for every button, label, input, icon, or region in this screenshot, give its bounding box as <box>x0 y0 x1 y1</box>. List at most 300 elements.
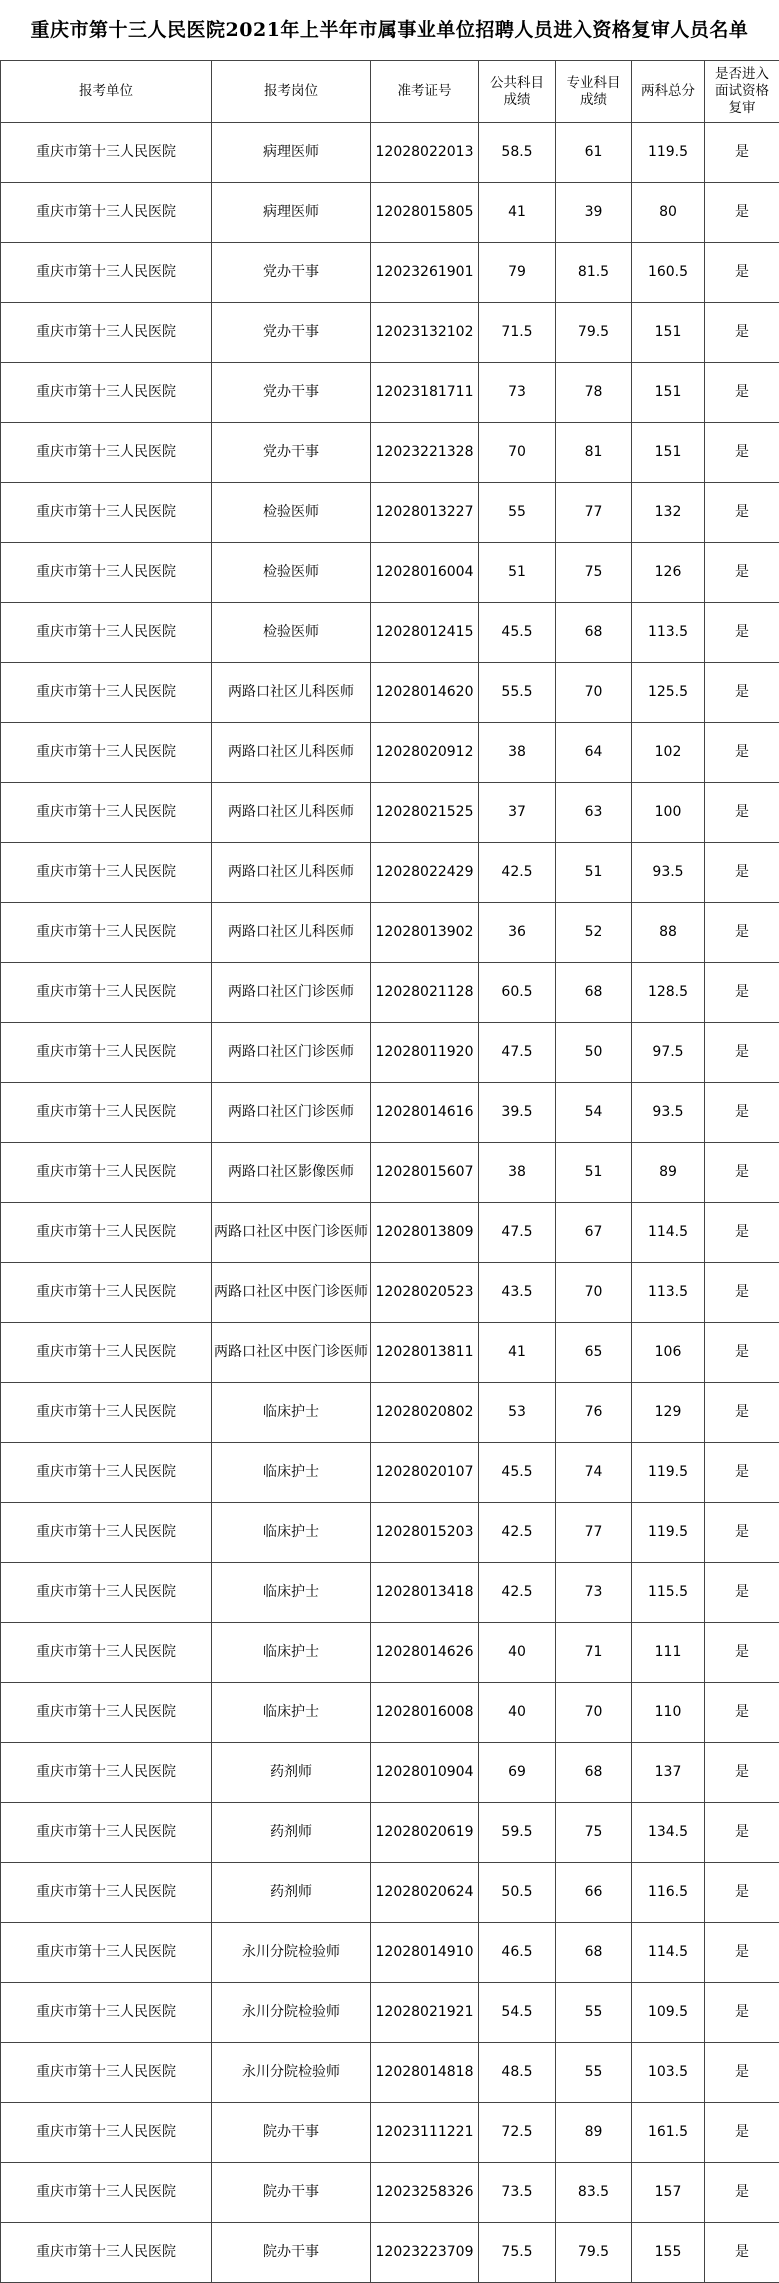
cell-unit: 重庆市第十三人民医院 <box>1 1923 212 1983</box>
cell-exam-id: 12028010904 <box>371 1743 479 1803</box>
cell-position: 党办干事 <box>212 363 371 423</box>
cell-exam-id: 12023258326 <box>371 2163 479 2223</box>
table-row <box>1 1983 779 2043</box>
cell-exam-id: 12028020802 <box>371 1383 479 1443</box>
cell-unit: 重庆市第十三人民医院 <box>1 963 212 1023</box>
cell-enter-review: 是 <box>705 303 779 363</box>
cell-unit: 重庆市第十三人民医院 <box>1 1743 212 1803</box>
cell-public-score: 75.5 <box>479 2223 556 2283</box>
cell-unit: 重庆市第十三人民医院 <box>1 723 212 783</box>
cell-position: 临床护士 <box>212 1383 371 1443</box>
cell-exam-id: 12028020624 <box>371 1863 479 1923</box>
table-row <box>1 603 779 663</box>
cell-position: 临床护士 <box>212 1563 371 1623</box>
cell-enter-review: 是 <box>705 1863 779 1923</box>
cell-public-score: 71.5 <box>479 303 556 363</box>
cell-total: 129 <box>632 1383 705 1443</box>
table-row <box>1 843 779 903</box>
cell-total: 114.5 <box>632 1923 705 1983</box>
cell-position: 两路口社区影像医师 <box>212 1143 371 1203</box>
cell-enter-review: 是 <box>705 663 779 723</box>
cell-enter-review: 是 <box>705 363 779 423</box>
table-header-row <box>1 61 779 123</box>
table-row <box>1 2103 779 2163</box>
cell-total: 113.5 <box>632 603 705 663</box>
cell-major-score: 65 <box>556 1323 632 1383</box>
cell-public-score: 42.5 <box>479 1563 556 1623</box>
cell-unit: 重庆市第十三人民医院 <box>1 1323 212 1383</box>
cell-public-score: 45.5 <box>479 1443 556 1503</box>
header-unit: 报考单位 <box>1 61 212 123</box>
table-row <box>1 1803 779 1863</box>
cell-major-score: 39 <box>556 183 632 243</box>
table-row <box>1 2163 779 2223</box>
cell-position: 党办干事 <box>212 423 371 483</box>
cell-unit: 重庆市第十三人民医院 <box>1 1803 212 1863</box>
cell-total: 103.5 <box>632 2043 705 2103</box>
cell-unit: 重庆市第十三人民医院 <box>1 123 212 183</box>
cell-public-score: 38 <box>479 1143 556 1203</box>
cell-unit: 重庆市第十三人民医院 <box>1 1563 212 1623</box>
cell-major-score: 79.5 <box>556 2223 632 2283</box>
cell-major-score: 68 <box>556 1743 632 1803</box>
cell-total: 113.5 <box>632 1263 705 1323</box>
cell-unit: 重庆市第十三人民医院 <box>1 1083 212 1143</box>
cell-unit: 重庆市第十三人民医院 <box>1 543 212 603</box>
cell-unit: 重庆市第十三人民医院 <box>1 843 212 903</box>
cell-major-score: 50 <box>556 1023 632 1083</box>
results-table <box>0 60 779 2283</box>
cell-major-score: 52 <box>556 903 632 963</box>
cell-enter-review: 是 <box>705 1323 779 1383</box>
cell-position: 两路口社区门诊医师 <box>212 1023 371 1083</box>
cell-public-score: 79 <box>479 243 556 303</box>
cell-exam-id: 12028021525 <box>371 783 479 843</box>
cell-enter-review: 是 <box>705 2223 779 2283</box>
header-major-score-line: 专业科目 <box>558 75 629 92</box>
cell-total: 114.5 <box>632 1203 705 1263</box>
table-row <box>1 1203 779 1263</box>
cell-enter-review: 是 <box>705 543 779 603</box>
cell-exam-id: 12028011920 <box>371 1023 479 1083</box>
cell-enter-review: 是 <box>705 123 779 183</box>
table-row <box>1 1503 779 1563</box>
cell-unit: 重庆市第十三人民医院 <box>1 903 212 963</box>
cell-exam-id: 12028013418 <box>371 1563 479 1623</box>
table-row <box>1 123 779 183</box>
cell-exam-id: 12028013811 <box>371 1323 479 1383</box>
cell-total: 119.5 <box>632 1503 705 1563</box>
cell-major-score: 89 <box>556 2103 632 2163</box>
cell-unit: 重庆市第十三人民医院 <box>1 663 212 723</box>
cell-unit: 重庆市第十三人民医院 <box>1 2043 212 2103</box>
table-row <box>1 543 779 603</box>
table-row <box>1 1323 779 1383</box>
cell-total: 160.5 <box>632 243 705 303</box>
cell-unit: 重庆市第十三人民医院 <box>1 1143 212 1203</box>
cell-total: 109.5 <box>632 1983 705 2043</box>
cell-position: 党办干事 <box>212 303 371 363</box>
cell-public-score: 73.5 <box>479 2163 556 2223</box>
cell-major-score: 64 <box>556 723 632 783</box>
cell-unit: 重庆市第十三人民医院 <box>1 1263 212 1323</box>
table-row <box>1 303 779 363</box>
cell-public-score: 38 <box>479 723 556 783</box>
cell-total: 102 <box>632 723 705 783</box>
table-row <box>1 723 779 783</box>
cell-position: 两路口社区儿科医师 <box>212 663 371 723</box>
cell-exam-id: 12028016008 <box>371 1683 479 1743</box>
cell-unit: 重庆市第十三人民医院 <box>1 2103 212 2163</box>
cell-exam-id: 12028021128 <box>371 963 479 1023</box>
cell-major-score: 51 <box>556 1143 632 1203</box>
cell-total: 126 <box>632 543 705 603</box>
cell-public-score: 41 <box>479 1323 556 1383</box>
cell-total: 119.5 <box>632 123 705 183</box>
cell-public-score: 46.5 <box>479 1923 556 1983</box>
cell-public-score: 55.5 <box>479 663 556 723</box>
cell-unit: 重庆市第十三人民医院 <box>1 1383 212 1443</box>
table-row <box>1 423 779 483</box>
cell-total: 106 <box>632 1323 705 1383</box>
cell-major-score: 68 <box>556 1923 632 1983</box>
table-row <box>1 1923 779 1983</box>
cell-position: 两路口社区儿科医师 <box>212 903 371 963</box>
cell-major-score: 68 <box>556 603 632 663</box>
cell-enter-review: 是 <box>705 1683 779 1743</box>
cell-public-score: 39.5 <box>479 1083 556 1143</box>
cell-enter-review: 是 <box>705 1563 779 1623</box>
cell-position: 两路口社区儿科医师 <box>212 783 371 843</box>
cell-exam-id: 12028015805 <box>371 183 479 243</box>
cell-exam-id: 12028016004 <box>371 543 479 603</box>
cell-public-score: 40 <box>479 1683 556 1743</box>
cell-enter-review: 是 <box>705 1023 779 1083</box>
cell-exam-id: 12028020523 <box>371 1263 479 1323</box>
cell-total: 157 <box>632 2163 705 2223</box>
header-public-score-line: 公共科目 <box>481 75 553 92</box>
cell-total: 151 <box>632 423 705 483</box>
table-row <box>1 1683 779 1743</box>
cell-unit: 重庆市第十三人民医院 <box>1 1203 212 1263</box>
cell-unit: 重庆市第十三人民医院 <box>1 303 212 363</box>
cell-position: 两路口社区儿科医师 <box>212 843 371 903</box>
table-row <box>1 903 779 963</box>
cell-total: 128.5 <box>632 963 705 1023</box>
table-row <box>1 183 779 243</box>
cell-major-score: 55 <box>556 1983 632 2043</box>
cell-enter-review: 是 <box>705 243 779 303</box>
cell-public-score: 45.5 <box>479 603 556 663</box>
cell-exam-id: 12028014910 <box>371 1923 479 1983</box>
cell-position: 病理医师 <box>212 123 371 183</box>
cell-public-score: 55 <box>479 483 556 543</box>
table-row <box>1 1563 779 1623</box>
cell-public-score: 51 <box>479 543 556 603</box>
cell-major-score: 67 <box>556 1203 632 1263</box>
cell-enter-review: 是 <box>705 1263 779 1323</box>
cell-major-score: 75 <box>556 1803 632 1863</box>
cell-exam-id: 12023132102 <box>371 303 479 363</box>
header-enter-review-line: 是否进入 <box>707 66 777 83</box>
cell-public-score: 48.5 <box>479 2043 556 2103</box>
cell-major-score: 73 <box>556 1563 632 1623</box>
cell-major-score: 51 <box>556 843 632 903</box>
table-row <box>1 1263 779 1323</box>
cell-public-score: 42.5 <box>479 843 556 903</box>
cell-enter-review: 是 <box>705 1443 779 1503</box>
cell-public-score: 50.5 <box>479 1863 556 1923</box>
cell-unit: 重庆市第十三人民医院 <box>1 1023 212 1083</box>
cell-position: 检验医师 <box>212 483 371 543</box>
cell-major-score: 83.5 <box>556 2163 632 2223</box>
cell-unit: 重庆市第十三人民医院 <box>1 603 212 663</box>
cell-total: 89 <box>632 1143 705 1203</box>
cell-enter-review: 是 <box>705 1203 779 1263</box>
cell-position: 院办干事 <box>212 2223 371 2283</box>
cell-unit: 重庆市第十三人民医院 <box>1 243 212 303</box>
cell-total: 110 <box>632 1683 705 1743</box>
cell-unit: 重庆市第十三人民医院 <box>1 183 212 243</box>
table-row <box>1 1023 779 1083</box>
cell-enter-review: 是 <box>705 903 779 963</box>
cell-exam-id: 12028013227 <box>371 483 479 543</box>
cell-unit: 重庆市第十三人民医院 <box>1 2223 212 2283</box>
cell-total: 161.5 <box>632 2103 705 2163</box>
cell-major-score: 76 <box>556 1383 632 1443</box>
cell-exam-id: 12028020912 <box>371 723 479 783</box>
cell-enter-review: 是 <box>705 483 779 543</box>
table-row <box>1 1863 779 1923</box>
cell-enter-review: 是 <box>705 1803 779 1863</box>
cell-major-score: 54 <box>556 1083 632 1143</box>
cell-position: 药剂师 <box>212 1803 371 1863</box>
cell-public-score: 54.5 <box>479 1983 556 2043</box>
cell-public-score: 59.5 <box>479 1803 556 1863</box>
header-total: 两科总分 <box>632 61 705 123</box>
table-row <box>1 363 779 423</box>
cell-exam-id: 12023223709 <box>371 2223 479 2283</box>
cell-exam-id: 12023261901 <box>371 243 479 303</box>
cell-major-score: 75 <box>556 543 632 603</box>
cell-major-score: 77 <box>556 483 632 543</box>
cell-major-score: 70 <box>556 663 632 723</box>
cell-enter-review: 是 <box>705 783 779 843</box>
cell-major-score: 77 <box>556 1503 632 1563</box>
table-row <box>1 663 779 723</box>
cell-enter-review: 是 <box>705 2163 779 2223</box>
cell-total: 137 <box>632 1743 705 1803</box>
cell-position: 永川分院检验师 <box>212 1923 371 1983</box>
cell-total: 132 <box>632 483 705 543</box>
cell-total: 88 <box>632 903 705 963</box>
cell-position: 两路口社区儿科医师 <box>212 723 371 783</box>
cell-public-score: 40 <box>479 1623 556 1683</box>
table-row <box>1 2223 779 2283</box>
cell-enter-review: 是 <box>705 1623 779 1683</box>
header-exam-id: 准考证号 <box>371 61 479 123</box>
cell-public-score: 41 <box>479 183 556 243</box>
cell-public-score: 53 <box>479 1383 556 1443</box>
table-row <box>1 483 779 543</box>
cell-exam-id: 12028020107 <box>371 1443 479 1503</box>
header-enter-review-line: 面试资格 <box>707 83 777 100</box>
cell-exam-id: 12028014620 <box>371 663 479 723</box>
cell-total: 119.5 <box>632 1443 705 1503</box>
table-row <box>1 243 779 303</box>
cell-exam-id: 12028012415 <box>371 603 479 663</box>
cell-exam-id: 12028014818 <box>371 2043 479 2103</box>
cell-position: 两路口社区门诊医师 <box>212 963 371 1023</box>
cell-enter-review: 是 <box>705 1383 779 1443</box>
cell-position: 永川分院检验师 <box>212 1983 371 2043</box>
cell-exam-id: 12028015203 <box>371 1503 479 1563</box>
cell-major-score: 68 <box>556 963 632 1023</box>
cell-public-score: 47.5 <box>479 1023 556 1083</box>
cell-public-score: 70 <box>479 423 556 483</box>
cell-public-score: 37 <box>479 783 556 843</box>
cell-major-score: 74 <box>556 1443 632 1503</box>
cell-position: 临床护士 <box>212 1623 371 1683</box>
cell-public-score: 60.5 <box>479 963 556 1023</box>
cell-unit: 重庆市第十三人民医院 <box>1 1443 212 1503</box>
cell-enter-review: 是 <box>705 1503 779 1563</box>
cell-public-score: 73 <box>479 363 556 423</box>
cell-exam-id: 12023221328 <box>371 423 479 483</box>
table-row <box>1 1383 779 1443</box>
cell-unit: 重庆市第十三人民医院 <box>1 1983 212 2043</box>
cell-unit: 重庆市第十三人民医院 <box>1 1863 212 1923</box>
document-title: 重庆市第十三人民医院2021年上半年市属事业单位招聘人员进入资格复审人员名单 <box>0 0 779 60</box>
cell-total: 155 <box>632 2223 705 2283</box>
cell-major-score: 81 <box>556 423 632 483</box>
cell-exam-id: 12028022429 <box>371 843 479 903</box>
cell-unit: 重庆市第十三人民医院 <box>1 2163 212 2223</box>
table-row <box>1 783 779 843</box>
cell-exam-id: 12028013809 <box>371 1203 479 1263</box>
cell-exam-id: 12028020619 <box>371 1803 479 1863</box>
cell-public-score: 42.5 <box>479 1503 556 1563</box>
cell-major-score: 66 <box>556 1863 632 1923</box>
cell-position: 党办干事 <box>212 243 371 303</box>
cell-enter-review: 是 <box>705 603 779 663</box>
cell-major-score: 63 <box>556 783 632 843</box>
cell-major-score: 71 <box>556 1623 632 1683</box>
cell-public-score: 72.5 <box>479 2103 556 2163</box>
table-row <box>1 1083 779 1143</box>
cell-public-score: 43.5 <box>479 1263 556 1323</box>
cell-enter-review: 是 <box>705 2043 779 2103</box>
table-row <box>1 963 779 1023</box>
cell-unit: 重庆市第十三人民医院 <box>1 1623 212 1683</box>
cell-total: 111 <box>632 1623 705 1683</box>
cell-total: 151 <box>632 363 705 423</box>
cell-public-score: 47.5 <box>479 1203 556 1263</box>
cell-enter-review: 是 <box>705 423 779 483</box>
table-row <box>1 1443 779 1503</box>
cell-major-score: 78 <box>556 363 632 423</box>
cell-exam-id: 12028022013 <box>371 123 479 183</box>
cell-unit: 重庆市第十三人民医院 <box>1 423 212 483</box>
cell-position: 两路口社区门诊医师 <box>212 1083 371 1143</box>
cell-exam-id: 12028014616 <box>371 1083 479 1143</box>
table-row <box>1 1743 779 1803</box>
table-row <box>1 1623 779 1683</box>
cell-unit: 重庆市第十三人民医院 <box>1 483 212 543</box>
cell-total: 116.5 <box>632 1863 705 1923</box>
cell-major-score: 70 <box>556 1683 632 1743</box>
cell-total: 134.5 <box>632 1803 705 1863</box>
cell-position: 两路口社区中医门诊医师 <box>212 1263 371 1323</box>
cell-exam-id: 12023181711 <box>371 363 479 423</box>
cell-exam-id: 12028015607 <box>371 1143 479 1203</box>
cell-enter-review: 是 <box>705 2103 779 2163</box>
cell-position: 临床护士 <box>212 1683 371 1743</box>
cell-public-score: 69 <box>479 1743 556 1803</box>
cell-enter-review: 是 <box>705 1743 779 1803</box>
cell-enter-review: 是 <box>705 1983 779 2043</box>
cell-position: 病理医师 <box>212 183 371 243</box>
cell-position: 两路口社区中医门诊医师 <box>212 1203 371 1263</box>
table-row <box>1 2043 779 2103</box>
cell-major-score: 70 <box>556 1263 632 1323</box>
table-body <box>1 123 779 2283</box>
cell-unit: 重庆市第十三人民医院 <box>1 363 212 423</box>
cell-total: 125.5 <box>632 663 705 723</box>
cell-position: 两路口社区中医门诊医师 <box>212 1323 371 1383</box>
header-public-score <box>479 61 556 123</box>
cell-major-score: 81.5 <box>556 243 632 303</box>
cell-position: 院办干事 <box>212 2163 371 2223</box>
cell-position: 药剂师 <box>212 1863 371 1923</box>
cell-public-score: 36 <box>479 903 556 963</box>
header-position: 报考岗位 <box>212 61 371 123</box>
table-row <box>1 1143 779 1203</box>
cell-position: 临床护士 <box>212 1443 371 1503</box>
cell-unit: 重庆市第十三人民医院 <box>1 1683 212 1743</box>
cell-exam-id: 12028021921 <box>371 1983 479 2043</box>
cell-enter-review: 是 <box>705 1143 779 1203</box>
cell-total: 93.5 <box>632 1083 705 1143</box>
cell-exam-id: 12028013902 <box>371 903 479 963</box>
cell-enter-review: 是 <box>705 963 779 1023</box>
cell-enter-review: 是 <box>705 1923 779 1983</box>
cell-unit: 重庆市第十三人民医院 <box>1 1503 212 1563</box>
cell-total: 100 <box>632 783 705 843</box>
cell-position: 永川分院检验师 <box>212 2043 371 2103</box>
cell-position: 检验医师 <box>212 543 371 603</box>
cell-total: 151 <box>632 303 705 363</box>
cell-major-score: 79.5 <box>556 303 632 363</box>
cell-exam-id: 12023111221 <box>371 2103 479 2163</box>
cell-position: 药剂师 <box>212 1743 371 1803</box>
cell-enter-review: 是 <box>705 1083 779 1143</box>
cell-enter-review: 是 <box>705 723 779 783</box>
header-major-score <box>556 61 632 123</box>
cell-public-score: 58.5 <box>479 123 556 183</box>
cell-major-score: 55 <box>556 2043 632 2103</box>
cell-enter-review: 是 <box>705 843 779 903</box>
header-major-score-line: 成绩 <box>558 92 629 109</box>
cell-position: 临床护士 <box>212 1503 371 1563</box>
cell-position: 院办干事 <box>212 2103 371 2163</box>
header-enter-review-line: 复审 <box>707 100 777 117</box>
cell-total: 115.5 <box>632 1563 705 1623</box>
cell-major-score: 61 <box>556 123 632 183</box>
header-public-score-line: 成绩 <box>481 92 553 109</box>
cell-total: 93.5 <box>632 843 705 903</box>
cell-unit: 重庆市第十三人民医院 <box>1 783 212 843</box>
